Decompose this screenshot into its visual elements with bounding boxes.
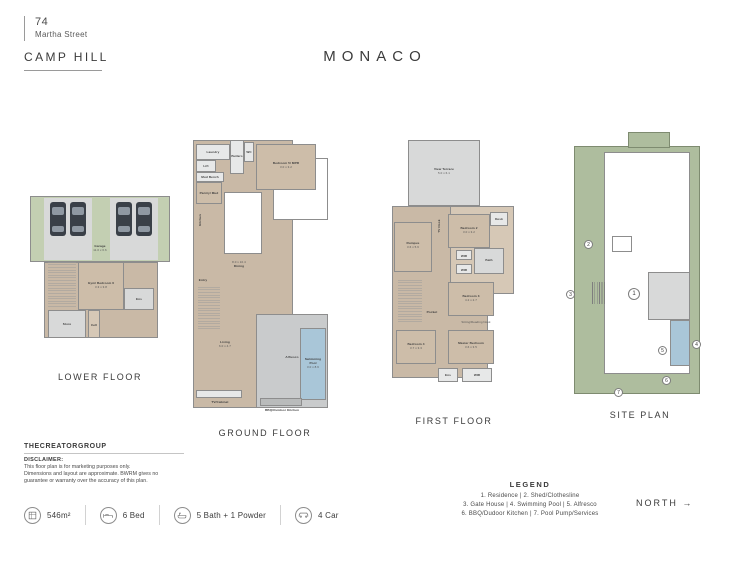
stat-bed-label: 6 Bed	[122, 510, 145, 520]
rumpus-room: Rumpus 3.6 x 5.6	[394, 222, 432, 272]
bedroom-6: Gym/ Bedroom 6 3.3 x 3.8	[78, 262, 124, 310]
address-block	[24, 16, 87, 41]
car-1	[50, 202, 66, 236]
pantry-mud: Pantry/ Mud	[196, 182, 222, 204]
ground-stairs	[198, 287, 220, 329]
tv-nook-label: TV Nook	[436, 219, 441, 233]
kitchen-label: Kitchen	[197, 214, 202, 227]
desk-nook: Desk	[490, 212, 508, 226]
site-plan	[566, 132, 706, 420]
lower-floor-caption: LOWER FLOOR	[57, 372, 143, 382]
wir-1: WIR	[456, 250, 472, 260]
view-terrace: View Terrace 5.0 x 6.1	[408, 140, 480, 206]
bbq-outdoor-kitchen	[260, 398, 302, 406]
stat-divider-2	[159, 505, 160, 525]
ground-floor-plan: Alfresco Swimming Pool 3.0 x 8.6 Laundry Lift Mud Bench Pantry/ Mud Butlers WC Bedroom 5/ MPR 3.0 x 3.2 Kitchen 8.0 x 10.4 Dining Entry Living 6.0 x 4.7 TV/Cabinet BBQ/Outdoor Kitchen GROUND FLOOR	[178, 132, 358, 412]
bedroom-3: Bedroom 3 4.2 x 2.7	[448, 282, 494, 316]
legend-lines	[400, 492, 660, 519]
wir-2: WIR	[456, 264, 472, 274]
disclaimer-body: This floor plan is for marketing purposes only. Dimensions and layout are approximate. BWRM gives no guarantee or warranty over the accuracy of this plan.	[24, 464, 159, 484]
north-arrow-icon: →	[682, 498, 694, 508]
car-4	[136, 202, 152, 236]
stat-area-label: 546m²	[47, 510, 71, 520]
stat-bed	[100, 507, 145, 524]
stat-bath-label: 5 Bath + 1 Powder	[196, 510, 267, 520]
ground-floor-caption: GROUND FLOOR	[218, 428, 312, 438]
north-label: NORTH	[636, 498, 678, 508]
garage-label: Garage 11.0 x 6.6	[93, 244, 107, 253]
page-title: MONACO	[323, 48, 427, 65]
site-plan-caption: SITE PLAN	[609, 410, 671, 420]
street-number: 74	[35, 16, 49, 28]
site-shed	[612, 236, 632, 252]
lift: Lift	[196, 160, 216, 172]
north-compass	[636, 498, 693, 508]
entry-label: Entry	[198, 278, 208, 282]
site-marker-3[interactable]: 3	[566, 290, 575, 299]
gate-house	[592, 282, 606, 304]
brand-divider	[24, 453, 184, 454]
legend-line-3: 6. BBQ/Dudoor Kitchen | 7. Pool Pump/Services	[461, 511, 599, 517]
property-stats	[24, 505, 353, 525]
laundry-room: Laundry	[196, 144, 230, 160]
stat-divider-3	[280, 505, 281, 525]
ensuite-first: Ens	[438, 368, 458, 382]
street-name: Martha Street	[35, 30, 88, 39]
suburb-label: CAMP HILL	[24, 50, 109, 64]
site-lot-north-notch	[628, 132, 670, 148]
wc: WC	[244, 142, 254, 162]
area-icon	[24, 507, 41, 524]
swimming-pool: Swimming Pool 3.0 x 8.6	[300, 328, 326, 400]
tv-cabinet	[196, 390, 242, 398]
bedroom-2: Bedroom 2 3.0 x 3.2	[448, 214, 490, 248]
stat-area	[24, 507, 71, 524]
bed-icon	[100, 507, 117, 524]
stat-divider-1	[85, 505, 86, 525]
brand-label: THECREATORGROUP	[24, 443, 107, 450]
stat-car-label: 4 Car	[318, 510, 339, 520]
stat-bath	[174, 507, 266, 524]
car-icon	[295, 507, 312, 524]
kitchen-island	[224, 192, 262, 254]
lower-floor-plan	[30, 196, 170, 382]
first-floor-caption: FIRST FLOOR	[415, 416, 493, 426]
disclaimer-title: DISCLAIMER:	[24, 457, 64, 463]
cellar: Cell	[88, 310, 100, 338]
store-room: Store	[48, 310, 86, 338]
legend-line-2: 3. Gate House | 4. Swimming Pool | 5. Alfresco	[463, 502, 597, 508]
ensuite-lower: Ens	[124, 288, 154, 310]
sitting-nook-label: Sitting/Reading Nook	[461, 320, 491, 324]
legend-line-1: 1. Residence | 2. Shed/Clothesline	[480, 493, 580, 499]
legend-title: LEGEND	[509, 480, 551, 489]
bath-icon	[174, 507, 191, 524]
alfresco-area: Alfresco	[256, 314, 328, 408]
living-label: Living 6.0 x 4.7	[219, 340, 231, 349]
site-marker-2[interactable]: 2	[584, 240, 593, 249]
site-marker-6[interactable]: 6	[662, 376, 671, 385]
suburb-divider	[24, 70, 102, 71]
first-floor-plan	[386, 140, 536, 426]
site-pool	[670, 320, 690, 366]
master-bedroom: Master Bedroom 3.6 x 3.5	[448, 330, 494, 364]
mud-bench: Mud Bench	[196, 172, 224, 182]
car-3	[116, 202, 132, 236]
bathroom: Bath	[474, 248, 504, 274]
site-marker-1[interactable]: 1	[628, 288, 640, 300]
wir-master: WIR	[462, 368, 492, 382]
bedroom-4: Bedroom 4 3.7 x 3.3	[396, 330, 436, 364]
site-marker-7[interactable]: 7	[614, 388, 623, 397]
bedroom-5-mpr: Bedroom 5/ MPR 3.0 x 3.2	[256, 144, 316, 190]
site-alfresco	[648, 272, 690, 320]
first-stairs	[398, 280, 422, 324]
site-marker-5[interactable]: 5	[658, 346, 667, 355]
butlers-pantry: Butlers	[230, 140, 244, 174]
stat-car	[295, 507, 339, 524]
lower-stairs	[48, 262, 76, 308]
dining-label: 8.0 x 10.4 Dining	[232, 260, 246, 269]
site-marker-4[interactable]: 4	[692, 340, 701, 349]
pocket-label: Pocket	[426, 310, 438, 314]
car-2	[70, 202, 86, 236]
